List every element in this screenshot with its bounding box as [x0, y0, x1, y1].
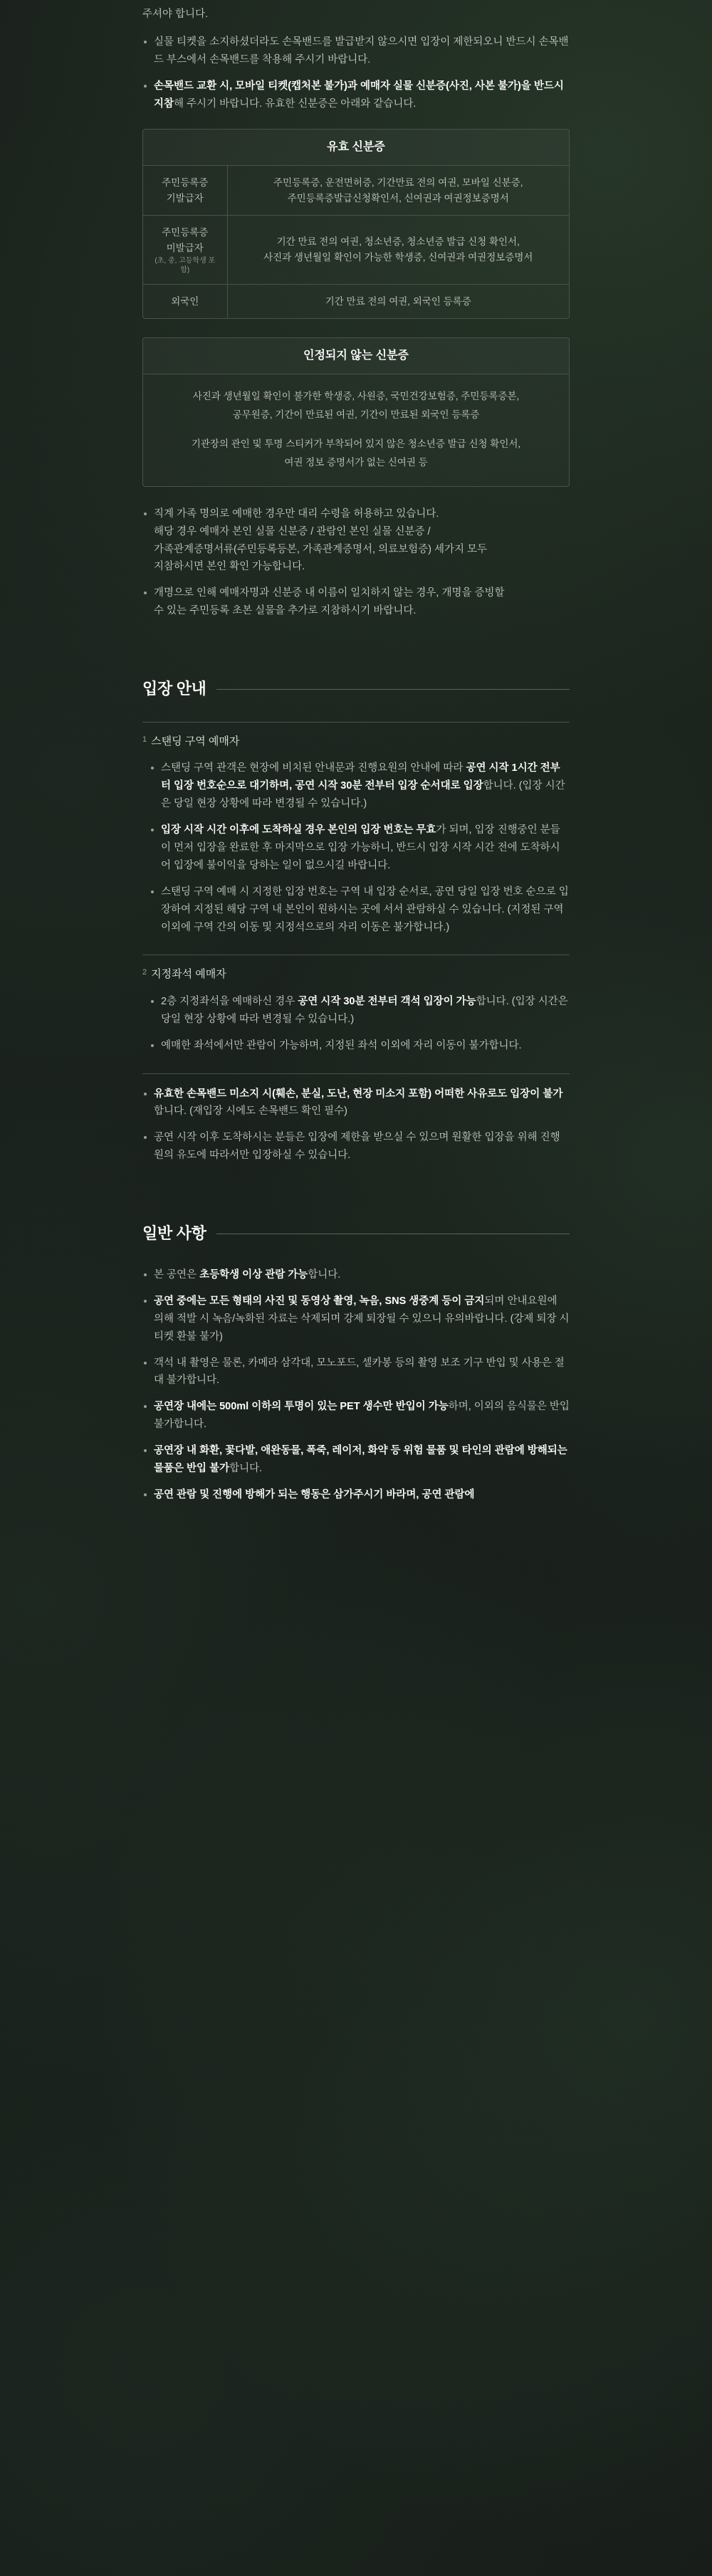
seated-block-number: 2 [142, 968, 147, 977]
entry-section-header [142, 675, 570, 703]
item-pre: 공연 시작 이후 도착하시는 분들은 입장에 제한을 받으실 수 있으며 원활한 입장을 위해 진행원의 유도에 따라서만 입장하실 수 있습니다. [154, 1132, 560, 1162]
table-row [143, 216, 569, 284]
invalid-id-paragraph-1 [159, 387, 553, 424]
p2-line-2: 여권 정보 증명서가 없는 신여권 등 [284, 457, 428, 468]
list-item [142, 1266, 570, 1284]
invalid-id-paragraph-2 [159, 435, 553, 471]
intro-bullet-2-tail: 해 주시기 바랍니다. 유효한 신분증은 아래와 같습니다. [174, 98, 417, 110]
p1-line-1: 사진과 생년월일 확인이 불가한 학생증, 사원증, 국민건강보험증, 주민등록증본, [192, 391, 520, 402]
list-item [142, 505, 570, 577]
item-post: 합니다. [308, 1268, 341, 1281]
standing-block-number: 1 [142, 735, 147, 744]
item-bold: 공연장 내에는 500ml 이하의 투명이 있는 PET 생수만 반입이 가능 [154, 1401, 449, 1413]
item-bold: 공연 시작 1시간 전부터 입장 번호순으로 대기하며, 공연 시작 30분 전부터 입장 순서대로 입장 [161, 762, 560, 792]
proxy-pickup-list [142, 505, 570, 621]
standing-block-label: 스탠딩 구역 예매자 [151, 735, 240, 747]
item-post: 가 되며, 입장 진행중인 분들이 먼저 입장을 완료한 후 마지막으로 입장 가능하니, 반드시 입장 시작 시간 전에 도착하시어 입장에 불이익을 당하는 일이 없으시길 바랍니다. [161, 824, 560, 871]
intro-bullet-list [142, 33, 570, 113]
list-item [142, 78, 570, 113]
label-main: 외국인 [171, 295, 199, 307]
intro-bullet-1-text: 실물 티켓을 소지하셨더라도 손목밴드를 발급받지 않으시면 입장이 제한되오니 반드시 손목밴드 부스에서 손목밴드를 착용해 주시기 바랍니다. [154, 36, 569, 66]
intro-continuation-line: 주셔야 합니다. [142, 9, 209, 20]
item-bold: 유효한 손목밴드 미소지 시(훼손, 분실, 도난, 현장 미소지 포함) 어떠한 사유로도 입장이 불가 [154, 1088, 563, 1100]
value-line-1: 기간 만료 전의 여권, 청소년증, 청소년증 발급 신청 확인서, [276, 236, 520, 248]
label-sub: 기발급자 [166, 192, 204, 204]
seated-block-title [142, 955, 570, 984]
content-wrapper [142, 0, 570, 1504]
value-line-1: 주민등록증, 운전면허증, 기간만료 전의 여권, 모바일 신분증, [273, 177, 523, 189]
standing-block-title [142, 722, 570, 751]
header-rule [216, 689, 570, 690]
list-item [142, 33, 570, 69]
label-main: 주민등록증 [162, 227, 209, 238]
table-row [143, 284, 569, 318]
item-bold: 공연장 내 화환, 꽃다발, 애완동물, 폭죽, 레이저, 화약 등 위험 물품 및 타인의 관람에 방해되는 물품은 반입 불가 [154, 1445, 567, 1475]
list-item [142, 1398, 570, 1434]
list-item [150, 821, 570, 875]
general-section-header [142, 1220, 570, 1248]
list-item [150, 759, 570, 813]
table-row-value [227, 284, 569, 318]
invalid-id-box [142, 337, 570, 487]
namechange-line-1: 개명으로 인해 예매자명과 신분증 내 이름이 일치하지 않는 경우, 개명을 증빙할 [154, 587, 505, 599]
item-pre: 스탠딩 구역 관객은 현장에 비치된 안내문과 진행요원의 안내에 따라 [161, 762, 466, 774]
table-row-value [227, 216, 569, 284]
list-item [142, 1486, 570, 1504]
general-list [142, 1266, 570, 1504]
item-pre: 객석 내 촬영은 물론, 카메라 삼각대, 모노포드, 셀카봉 등의 촬영 보조 기구 반입 및 사용은 절대 불가합니다. [154, 1357, 565, 1387]
item-pre: 스탠딩 구역 예매 시 지정한 입장 번호는 구역 내 입장 순서로, 공연 당일 입장 번호 순으로 입장하여 지정된 해당 구역 내 본인이 원하시는 곳에 서서 관람하실 수 있습니다. (지정된 구역 이외에 구역 간의 이동 및 지정석으로의 자리 이동은 불가합니다.) [161, 885, 569, 933]
table-row-value [227, 166, 569, 216]
list-item [142, 1085, 570, 1121]
entry-closing-list [142, 1085, 570, 1165]
list-item [142, 1293, 570, 1346]
table-row-label [143, 284, 227, 318]
intro-bullet-2-bold: 손목밴드 교환 시, 모바일 티켓(캡처본 불가)과 예매자 실물 신분증(사진, 사본 불가)을 반드시 지참 [154, 80, 564, 110]
invalid-id-title: 인정되지 않는 신분증 [143, 338, 569, 374]
standing-block [142, 722, 570, 937]
namechange-line-2: 수 있는 주민등록 초본 실물을 추가로 지참하시기 바랍니다. [154, 605, 417, 617]
proxy-line-1: 직계 가족 명의로 예매한 경우만 대리 수령을 허용하고 있습니다. [154, 508, 439, 520]
value-line-2: 사진과 생년월일 확인이 가능한 학생증, 신여권과 여권정보증명서 [263, 251, 533, 263]
list-item [142, 1129, 570, 1165]
item-bold: 공연 중에는 모든 형태의 사진 및 동영상 촬영, 녹음, SNS 생중계 등이 금지 [154, 1295, 485, 1307]
table-row-label [143, 216, 227, 284]
seated-list [142, 993, 570, 1055]
item-bold: 공연 관람 및 진행에 방해가 되는 행동은 삼가주시기 바라며, 공연 관람에 [154, 1489, 475, 1501]
general-section-title: 일반 사항 [142, 1224, 206, 1243]
item-bold: 공연 시작 30분 전부터 객석 입장이 가능 [298, 995, 476, 1007]
item-post: 합니다. (입장 시간은 당일 현장 상황에 따라 변경될 수 있습니다.) [161, 995, 568, 1025]
item-post: 되며 안내요원에 의해 적발 시 녹음/녹화된 자료는 삭제되며 강제 퇴장될 수 있으니 유의바랍니다. (강제 퇴장 시 티켓 환불 불가) [154, 1295, 570, 1342]
valid-id-table-box [142, 129, 570, 319]
valid-id-table [143, 166, 569, 318]
value-line-1: 기간 만료 전의 여권, 외국인 등록증 [325, 295, 471, 307]
value-line-2: 주민등록증발급신청확인서, 신여권과 여권정보증명서 [287, 192, 509, 204]
entry-section-title: 입장 안내 [142, 680, 206, 698]
list-item [150, 993, 570, 1029]
item-post: 합니다. [229, 1463, 263, 1475]
item-bold: 입장 시작 시간 이후에 도착하실 경우 본인의 입장 번호는 무효 [161, 824, 436, 836]
label-note: (초, 중, 고등학생 포함) [155, 256, 216, 274]
p1-line-2: 공무원증, 기간이 만료된 여권, 기간이 만료된 외국인 등록증 [232, 409, 480, 420]
list-item [150, 1037, 570, 1055]
standing-list [142, 759, 570, 936]
proxy-line-2: 해당 경우 예매자 본인 실물 신분증 / 관람인 본인 실물 신분증 / [154, 525, 431, 537]
label-sub: 미발급자 [166, 242, 204, 253]
intro-block [142, 0, 570, 113]
list-item [150, 883, 570, 937]
list-item [142, 1355, 570, 1390]
item-bold: 초등학생 이상 관람 가능 [199, 1268, 308, 1281]
seated-block-label: 지정좌석 예매자 [151, 968, 226, 981]
item-post: 합니다. (재입장 시에도 손목밴드 확인 필수) [154, 1105, 347, 1118]
valid-id-table-title: 유효 신분증 [143, 130, 569, 166]
entry-closing-block [142, 1073, 570, 1165]
item-post: 하며, 이외의 음식물은 반입 불가합니다. [154, 1401, 570, 1431]
table-row [143, 166, 569, 216]
item-pre: 본 공연은 [154, 1268, 200, 1281]
proxy-line-3: 가족관계증명서류(주민등록등본, 가족관계증명서, 의료보험증) 세가지 모두 [154, 543, 488, 555]
p2-line-1: 기관장의 관인 및 투명 스티커가 부착되어 있지 않은 청소년증 발급 신청 확인서, [191, 438, 521, 450]
label-main: 주민등록증 [162, 177, 209, 189]
invalid-id-body [143, 374, 569, 486]
seated-block [142, 955, 570, 1054]
item-pre: 2층 지정좌석을 예매하신 경우 [161, 995, 298, 1007]
list-item [142, 584, 570, 620]
table-row-label [143, 166, 227, 216]
item-post: 합니다. (입장 시간은 당일 현장 상황에 따라 변경될 수 있습니다.) [161, 779, 565, 809]
proxy-line-4: 지참하시면 본인 확인 가능합니다. [154, 561, 305, 573]
list-item [142, 1442, 570, 1478]
item-pre: 예매한 좌석에서만 관람이 가능하며, 지정된 좌석 이외에 자리 이동이 불가합니다. [161, 1039, 522, 1051]
